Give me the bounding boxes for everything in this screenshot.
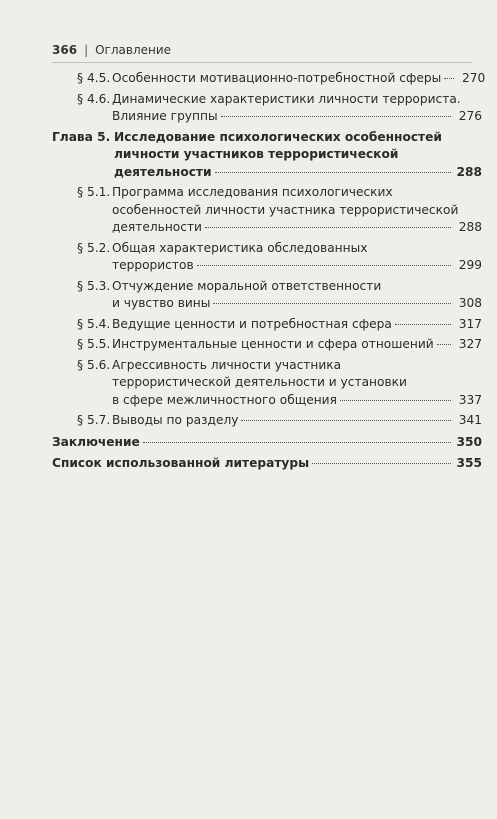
toc-entry (52, 184, 482, 237)
dot-leader (221, 116, 451, 117)
dot-leader (205, 227, 451, 228)
toc-page-number: 341 (458, 413, 482, 427)
toc-entry-title: Общая характеристика обследованных (112, 240, 368, 255)
toc-entry-title: Исследование психологических особенностей (114, 129, 442, 144)
dot-leader (215, 172, 451, 173)
dot-leader (241, 420, 451, 421)
toc-entry-title: Выводы по разделу (112, 413, 239, 427)
toc-entry (52, 412, 482, 430)
toc-entry (52, 129, 482, 182)
dot-leader (444, 78, 454, 79)
toc-entry-title: Отчуждение моральной ответственности (112, 278, 382, 293)
toc-page-number: 350 (456, 434, 482, 449)
toc-entry (52, 91, 482, 126)
toc-entry-title: Влияние группы (112, 109, 218, 123)
toc-entry-title: Инструментальные ценности и сфера отношений (112, 337, 434, 351)
toc-entry-title: Особенности мотивационно-потребностной сферы (112, 71, 442, 85)
toc-entry-title: Ведущие ценности и потребностная сфера (112, 316, 392, 331)
toc-page-number: 308 (458, 296, 482, 310)
toc-entry-label: § 5.2. (77, 240, 111, 255)
toc-entry-label: § 4.6. (77, 91, 111, 106)
dot-leader (437, 344, 451, 345)
toc-entry-label: § 5.7. (77, 413, 111, 427)
dot-leader (340, 400, 451, 401)
dot-leader (395, 324, 451, 325)
toc-entry (52, 278, 482, 313)
table-of-contents (52, 70, 486, 476)
toc-page-number: 355 (456, 456, 482, 470)
toc-entry-title: деятельности (112, 220, 202, 234)
toc-page-number: 288 (456, 164, 482, 179)
toc-page-number: 299 (458, 258, 482, 272)
toc-page-number: 276 (458, 109, 482, 123)
toc-entry-title: террористов (112, 258, 194, 272)
dot-leader (312, 463, 451, 464)
toc-entry-title: Агрессивность личности участника (112, 357, 342, 372)
toc-page-number: 317 (458, 316, 482, 331)
toc-entry-title: Программа исследования психологических (112, 185, 393, 199)
toc-entry (52, 455, 482, 473)
running-header (52, 43, 472, 57)
toc-entry-label: Глава 5. (52, 129, 111, 144)
toc-entry-label: § 5.4. (77, 316, 111, 331)
toc-entry-label: § 5.3. (77, 278, 111, 293)
header-separator: | (84, 43, 89, 57)
toc-entry (52, 336, 482, 354)
toc-entry-label: § 5.6. (77, 357, 111, 372)
dot-leader (213, 303, 451, 304)
toc-entry-title: личности участников террористической (114, 147, 399, 161)
toc-entry-title: террористической деятельности и установки (112, 375, 407, 389)
toc-entry-title: особенностей личности участника террористической (112, 202, 459, 217)
toc-entry (52, 316, 482, 334)
toc-page-number: 288 (458, 220, 482, 234)
toc-entry-title: деятельности (114, 164, 212, 179)
toc-entry (52, 240, 482, 275)
toc-entry (52, 434, 482, 452)
page-number: 366 (52, 43, 78, 57)
header-rule (52, 62, 472, 63)
toc-entry (52, 70, 486, 88)
toc-entry-title: Заключение (52, 434, 140, 449)
toc-page-number: 337 (458, 392, 482, 407)
header-title: Оглавление (95, 43, 172, 57)
dot-leader (143, 442, 451, 443)
toc-entry-label: § 5.1. (77, 185, 111, 199)
dot-leader (197, 265, 451, 266)
toc-page-number: 270 (461, 71, 486, 85)
toc-entry-label: § 5.5. (77, 337, 111, 351)
toc-entry (52, 357, 482, 410)
toc-entry-label: § 4.5. (77, 71, 111, 85)
toc-entry-title: и чувство вины (112, 296, 211, 310)
toc-page-number: 327 (458, 337, 482, 351)
toc-entry-title: Динамические характеристики личности террориста. (112, 91, 461, 106)
toc-entry-title: в сфере межличностного общения (112, 392, 337, 407)
toc-entry-title: Список использованной литературы (52, 456, 310, 470)
